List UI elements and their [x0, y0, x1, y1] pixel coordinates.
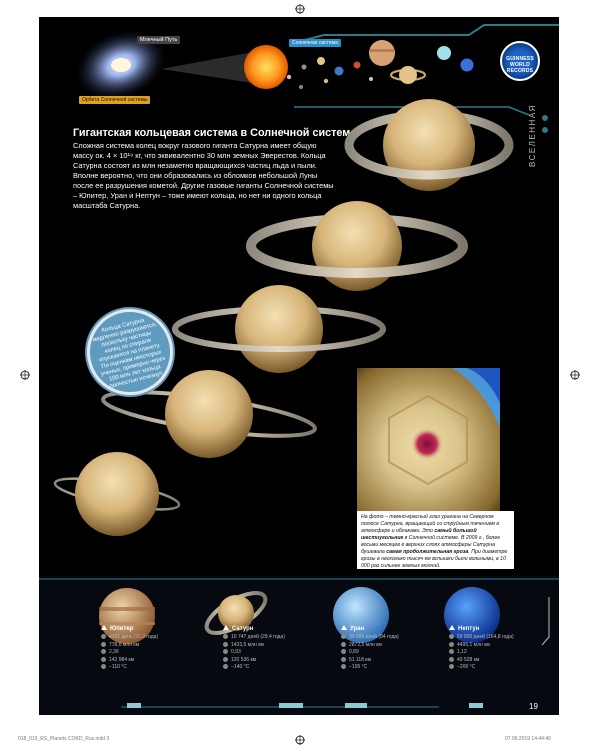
caption-bold-1: самый большой шестиугольник	[361, 528, 477, 541]
milky-way-label: Млечный Путь	[137, 36, 180, 44]
book-page	[39, 17, 559, 715]
sun-orbit-label: Орбита Солнечной системы	[79, 96, 150, 104]
planet-card-jupiter	[101, 625, 205, 672]
distance-icon	[101, 642, 106, 647]
orbit-period: 4331 день (11,9 года)	[109, 634, 159, 640]
diameter: 142 984 км	[109, 656, 135, 663]
crop-mark-bottom	[295, 735, 305, 745]
gravity-icon	[449, 649, 454, 654]
crop-mark-left	[20, 370, 30, 380]
clock-icon	[341, 634, 346, 639]
section-label: ВСЕЛЕННАЯ	[528, 104, 537, 167]
temperature: −140 °C	[231, 664, 250, 670]
temperature: −195 °C	[349, 664, 368, 670]
gravity-icon	[101, 649, 106, 654]
page-number: 19	[529, 702, 538, 711]
thermometer-icon	[101, 664, 106, 669]
orbit-period: 59 800 дней (164,8 года)	[457, 634, 514, 640]
planet-name: Уран	[350, 626, 365, 632]
clock-icon	[223, 634, 228, 639]
article-body: Сложная система колец вокруг газового гиганта Сатурна имеет общую массу ок. 4 × 10¹⁹ кг, что эквивалентно 30 млн земных Эверестов. Кольца Сатурна состоят из млн незаметно вращающихся частиц льда и пыли. Вполне вероятно, что они образовались из обломков небольшой Луны после ее разрушения кометой. Другие газовые гиганты Солнечной системы – Юпитер, Уран и Нептун – тоже имеют кольца, но нет ни одного кольца масштаба Сатурна.	[73, 141, 334, 210]
thermometer-icon	[449, 664, 454, 669]
diameter-icon	[341, 657, 346, 662]
thermometer-icon	[223, 664, 228, 669]
gravity-icon	[341, 649, 346, 654]
diameter: 49 528 км	[457, 656, 480, 663]
temperature: −110 °C	[109, 664, 127, 670]
distance-from-sun: 4495,1 млн км	[457, 641, 490, 648]
caption-part-1: На фото – темно-красный глаз урагана на Северном полюсе Сатурна, вращающий со струйным течением в атмосфере и облаками. Это	[361, 514, 500, 534]
temperature: −200 °C	[457, 664, 476, 670]
solar-system-label: Солнечная система	[289, 39, 341, 47]
distance-icon	[449, 642, 454, 647]
thermometer-icon	[341, 664, 346, 669]
triangle-icon	[223, 625, 229, 630]
surface-gravity: 0,93	[231, 649, 241, 655]
clock-icon	[449, 634, 454, 639]
distance-from-sun: 1433,5 млн км	[231, 641, 264, 648]
crop-mark-right	[570, 370, 580, 380]
distance-icon	[341, 642, 346, 647]
footer-file: 018_019_RS_Planets COKD_Rus.indd 3	[18, 736, 110, 742]
crop-mark-top	[295, 4, 305, 14]
surface-gravity: 0,89	[349, 649, 359, 655]
triangle-icon	[341, 625, 347, 630]
diameter: 120 536 км	[231, 656, 257, 663]
orbit-period: 30 589 дней (84 года)	[349, 634, 399, 640]
clock-icon	[101, 634, 106, 639]
caption-part-3: . При диаметре грозы в несколько тысяч км вспышки были вольными, в 10 000 раз сильнее земных молний.	[361, 549, 508, 569]
orbit-period: 10 747 дней (29,4 года)	[231, 634, 285, 640]
article-title: Гигантская кольцевая система в Солнечной системе	[73, 127, 357, 139]
surface-gravity: 2,36	[109, 649, 119, 655]
diameter: 51 118 км	[349, 656, 371, 663]
gwr-badge-text: GUINNESS WORLD RECORDS	[506, 56, 534, 74]
diameter-icon	[101, 657, 106, 662]
caption-part-2: в Солнечной системе. В 2009 г., более восьми месяцев в верхних слоях атмосферы Сатурна бушевала	[361, 535, 501, 555]
distance-icon	[223, 642, 228, 647]
diameter-icon	[449, 657, 454, 662]
planet-name: Нептун	[458, 626, 480, 632]
info-bubble-text: Кольца Сатурна медленно разрушаются, поскольку частицы колец по спирали опускаются на планету. По оценкам некоторых ученых, примерно через 100 млн лет кольца полностью исчезнут.	[92, 317, 166, 390]
diameter-icon	[223, 657, 228, 662]
caption-bold-2: самая продолжительная гроза	[386, 549, 469, 555]
surface-gravity: 1,12	[457, 649, 467, 655]
planet-card-uranus	[341, 625, 445, 672]
footer-date: 07.09.2019 14:44:40	[505, 736, 551, 742]
planet-card-saturn	[223, 625, 327, 672]
triangle-icon	[449, 625, 455, 630]
gas-giants-illustration	[39, 17, 559, 715]
triangle-icon	[101, 625, 107, 630]
planet-name: Сатурн	[232, 626, 254, 632]
distance-from-sun: 778,6 млн км	[109, 641, 140, 648]
distance-from-sun: 2872,5 млн км	[349, 641, 382, 648]
gravity-icon	[223, 649, 228, 654]
planet-name: Юпитер	[110, 626, 134, 632]
planet-card-neptune	[449, 625, 553, 672]
